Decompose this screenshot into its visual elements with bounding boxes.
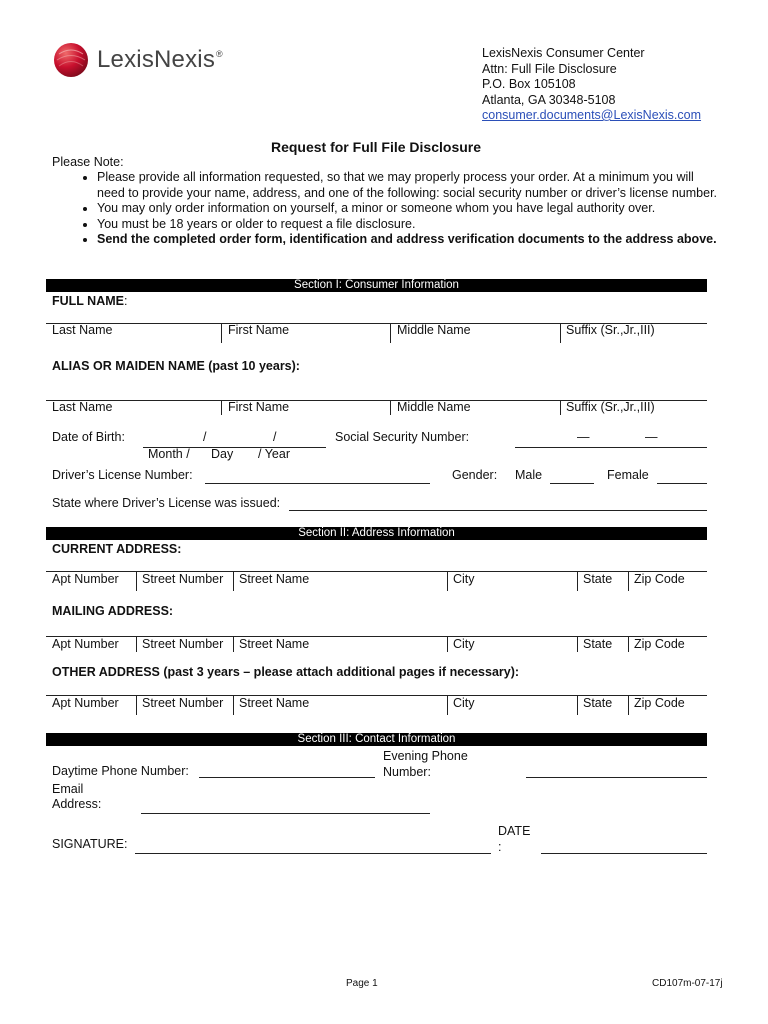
mailing-address-label: MAILING ADDRESS:: [52, 604, 174, 618]
address-line-3: P.O. Box 105108: [482, 77, 576, 91]
male-label: Male: [515, 468, 543, 482]
ssn-label: Social Security Number:: [335, 430, 470, 444]
note-item: • You must be 18 years or older to request a file disclosure.: [97, 217, 717, 233]
dl-label: Driver’s License Number:: [52, 468, 193, 482]
address-line-2: Attn: Full File Disclosure: [482, 61, 617, 76]
alias-suffix[interactable]: Suffix (Sr.,Jr.,III): [566, 400, 655, 414]
note-item: • You may only order information on yourself, a minor or someone whom you have legal authority over.: [97, 201, 717, 217]
notes-list: [72, 170, 717, 248]
female-input-line[interactable]: [657, 483, 707, 484]
address-block: [482, 46, 701, 124]
signature-label: SIGNATURE:: [52, 837, 128, 851]
alias-last-name[interactable]: Last Name: [52, 400, 113, 414]
current-street-name[interactable]: Street Name: [239, 572, 310, 586]
email-input-line[interactable]: [141, 813, 430, 814]
current-zip[interactable]: Zip Code: [634, 572, 685, 586]
note-item: • Please provide all information requested, so that we may properly process your order. At a minimum you will need to provide your name, address, and one of the following: social security number or driver’s license number.: [97, 170, 717, 201]
male-input-line[interactable]: [550, 483, 594, 484]
email-label: Email Address:: [52, 782, 102, 811]
alias-middle-name[interactable]: Middle Name: [397, 400, 471, 414]
other-street-number[interactable]: Street Number: [142, 696, 224, 710]
date-input-line[interactable]: [541, 853, 707, 854]
field-first-name[interactable]: First Name: [228, 323, 290, 337]
other-street-name[interactable]: Street Name: [239, 696, 310, 710]
logo-registered: ®: [216, 49, 223, 59]
current-apt-number[interactable]: Apt Number: [52, 572, 119, 586]
mailing-state[interactable]: State: [583, 637, 613, 651]
note-item: • Send the completed order form, identification and address verification documents to the address above.: [97, 232, 717, 248]
ssn-dash: —: [577, 430, 590, 444]
logo-sphere-icon: [53, 42, 89, 78]
dob-slash: /: [273, 430, 277, 444]
ssn-input-line[interactable]: [515, 447, 707, 448]
state-dl-input-line[interactable]: [289, 510, 707, 511]
other-zip[interactable]: Zip Code: [634, 696, 685, 710]
dob-year-label: / Year: [258, 447, 290, 461]
current-city[interactable]: City: [453, 572, 475, 586]
current-state[interactable]: State: [583, 572, 613, 586]
field-last-name[interactable]: Last Name: [52, 323, 113, 337]
section-2-header: Section II: Address Information: [46, 527, 707, 540]
address-line-4: Atlanta, GA 30348-5108: [482, 92, 616, 107]
mailing-street-number[interactable]: Street Number: [142, 637, 224, 651]
evening-phone-input-line[interactable]: [526, 777, 707, 778]
daytime-phone-label: Daytime Phone Number:: [52, 764, 189, 778]
other-state[interactable]: State: [583, 696, 613, 710]
gender-label: Gender:: [452, 468, 498, 482]
female-label: Female: [607, 468, 649, 482]
section-3-header: Section III: Contact Information: [46, 733, 707, 746]
dob-month-label: Month /: [148, 447, 190, 461]
full-name-label: FULL NAME:: [52, 294, 128, 308]
other-address-label: OTHER ADDRESS (past 3 years – please attach additional pages if necessary):: [52, 665, 520, 679]
other-apt-number[interactable]: Apt Number: [52, 696, 119, 710]
dob-day-label: Day: [211, 447, 234, 461]
page-title: Request for Full File Disclosure: [270, 139, 482, 155]
mailing-city[interactable]: City: [453, 637, 475, 651]
email-link[interactable]: consumer.documents@LexisNexis.com: [482, 108, 702, 122]
signature-input-line[interactable]: [135, 853, 491, 854]
page-number: Page 1: [346, 978, 378, 989]
mailing-street-name[interactable]: Street Name: [239, 637, 310, 651]
logo-text: LexisNexis: [97, 46, 216, 73]
alias-first-name[interactable]: First Name: [228, 400, 290, 414]
address-line-1: LexisNexis Consumer Center: [482, 46, 645, 60]
daytime-phone-input-line[interactable]: [199, 777, 375, 778]
dob-slash: /: [203, 430, 207, 444]
please-note-label: Please Note:: [52, 155, 124, 169]
section-1-header: Section I: Consumer Information: [46, 279, 707, 292]
other-city[interactable]: City: [453, 696, 475, 710]
state-dl-label: State where Driver’s License was issued:: [52, 496, 281, 510]
mailing-zip[interactable]: Zip Code: [634, 637, 685, 651]
ssn-dash: —: [645, 430, 658, 444]
alias-label: ALIAS OR MAIDEN NAME (past 10 years):: [52, 359, 300, 373]
evening-phone-label: Evening Phone Number:: [383, 749, 468, 779]
current-street-number[interactable]: Street Number: [142, 572, 224, 586]
date-label: DATE :: [498, 824, 531, 854]
field-middle-name[interactable]: Middle Name: [397, 323, 471, 337]
form-code: CD107m-07-17j: [652, 978, 723, 989]
dob-label: Date of Birth:: [52, 430, 125, 444]
mailing-apt-number[interactable]: Apt Number: [52, 637, 119, 651]
current-address-label: CURRENT ADDRESS:: [52, 542, 182, 556]
dl-input-line[interactable]: [205, 483, 430, 484]
field-suffix[interactable]: Suffix (Sr.,Jr.,III): [566, 323, 655, 337]
